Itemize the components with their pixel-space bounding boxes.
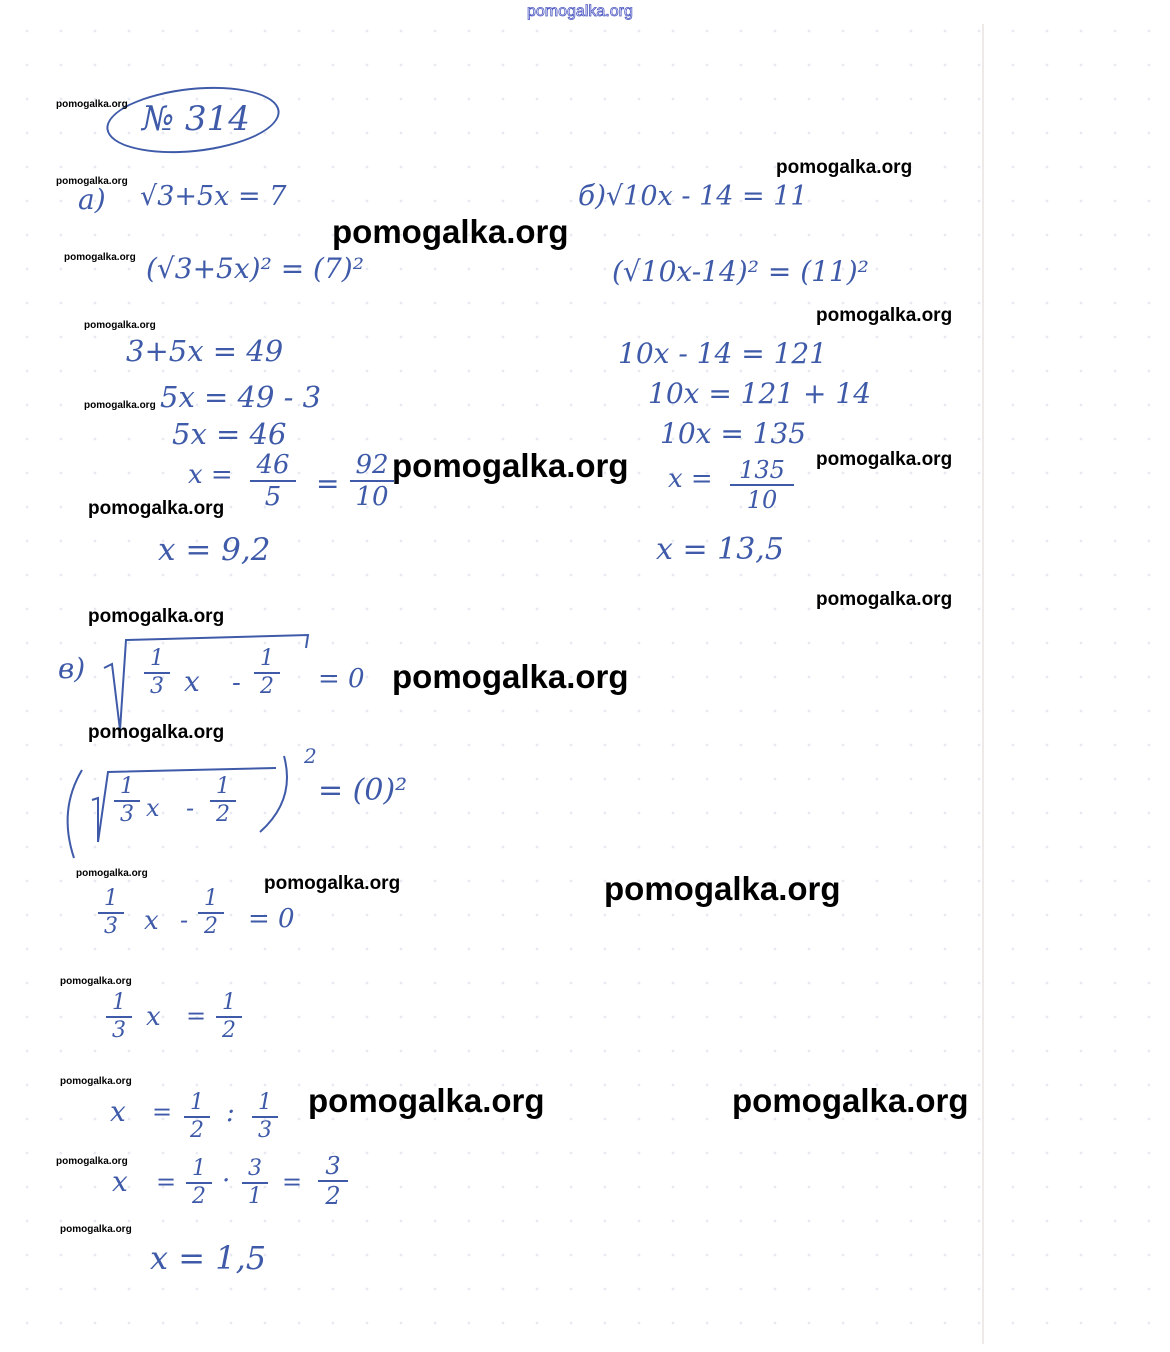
var-x: x: [184, 665, 200, 698]
part-c-result: x = 1,5: [150, 1239, 267, 1277]
fraction-denominator: 2: [190, 1118, 204, 1143]
fraction-numerator: 1: [150, 646, 164, 671]
fraction-denominator: 2: [204, 914, 218, 939]
frac-1-3: [114, 776, 140, 826]
watermark-label: pomogalka.org: [816, 589, 953, 610]
part-b-result: x = 13,5: [656, 532, 784, 567]
part-b-line-3: 10x = 135: [660, 417, 807, 450]
minus-sign: -: [186, 794, 195, 822]
part-a-label: а): [78, 183, 106, 216]
frac-1-3: [252, 1092, 278, 1142]
watermark-label: pomogalka.org: [332, 213, 569, 250]
part-a-line-1: 3+5x = 49: [126, 334, 284, 368]
part-b-label: б): [578, 179, 607, 212]
part-c-label: в): [58, 652, 86, 685]
fraction-numerator: 1: [104, 886, 118, 911]
fraction-denominator: 3: [104, 914, 118, 939]
part-a-line-2: 5x = 49 - 3: [160, 380, 322, 414]
watermark-label: pomogalka.org: [60, 976, 132, 987]
part-c-eq-rhs: = 0: [318, 664, 365, 694]
site-watermark-top[interactable]: pomogalka.org: [527, 3, 633, 20]
fraction-denominator: 2: [325, 1182, 341, 1210]
fraction-denominator: 5: [264, 482, 282, 512]
watermark-label: pomogalka.org: [60, 1076, 132, 1087]
watermark-label: pomogalka.org: [64, 252, 136, 263]
frac-1-2: [184, 1092, 210, 1142]
equals-sign: =: [152, 1098, 173, 1126]
watermark-label: pomogalka.org: [308, 1082, 545, 1119]
part-a-equation: √3+5x = 7: [140, 181, 287, 212]
fraction-numerator: 92: [355, 450, 389, 480]
part-a-line-3: 5x = 46: [172, 417, 287, 451]
watermark-label: pomogalka.org: [84, 400, 156, 411]
fraction-numerator: 1: [204, 886, 218, 911]
watermark-label: pomogalka.org: [392, 658, 629, 695]
watermark-label: pomogalka.org: [84, 320, 156, 331]
watermark-label: pomogalka.org: [88, 722, 225, 743]
fraction-denominator: 3: [112, 1018, 126, 1043]
fraction-denominator: 3: [150, 674, 164, 699]
var-x: x: [112, 1165, 128, 1198]
frac-3-2: [318, 1154, 348, 1208]
watermark-label: pomogalka.org: [76, 868, 148, 879]
watermark-label: pomogalka.org: [56, 1156, 128, 1167]
fraction-denominator: 2: [216, 802, 230, 827]
fraction-denominator: 1: [248, 1184, 262, 1209]
frac-1-3: [144, 648, 170, 698]
frac-1-2: [216, 992, 242, 1042]
fraction-numerator: 1: [216, 774, 230, 799]
part-b-line-4-lhs: x =: [668, 464, 713, 494]
equals-sign: =: [156, 1168, 177, 1196]
watermark-label: pomogalka.org: [816, 305, 953, 326]
fraction-numerator: 46: [256, 450, 290, 480]
frac-1-2: [254, 648, 280, 698]
fraction-denominator: 2: [192, 1184, 206, 1209]
var-x: x: [144, 906, 159, 936]
watermark-label: pomogalka.org: [392, 447, 629, 484]
fraction-numerator: 3: [325, 1152, 341, 1180]
frac-1-2: [198, 888, 224, 938]
fraction-denominator: 3: [120, 802, 134, 827]
minus-sign: -: [180, 906, 189, 934]
frac-1-2: [186, 1158, 212, 1208]
part-a-squared: (√3+5x)² = (7)²: [146, 252, 364, 285]
watermark-label: pomogalka.org: [56, 99, 128, 110]
part-c-left-bracket: [68, 770, 82, 858]
fraction-denominator: 10: [746, 486, 778, 514]
watermark-label: pomogalka.org: [604, 870, 841, 907]
part-b-line-2: 10x = 121 + 14: [648, 377, 872, 410]
frac-3-1: [242, 1158, 268, 1208]
fraction-numerator: 1: [192, 1156, 206, 1181]
part-b-equation: √10x - 14 = 11: [606, 181, 808, 212]
fraction-numerator: 1: [120, 774, 134, 799]
fraction-denominator: 3: [258, 1118, 272, 1143]
part-a-line-4-lhs: x =: [188, 460, 233, 490]
part-b-squared: (√10x-14)² = (11)²: [612, 255, 869, 288]
watermark-label: pomogalka.org: [732, 1082, 969, 1119]
part-c-squared-rhs: = (0)²: [318, 773, 408, 808]
var-x: x: [110, 1095, 126, 1128]
equals-sign: =: [186, 1002, 207, 1030]
frac-1-3: [106, 992, 132, 1042]
fraction-numerator: 1: [222, 990, 236, 1015]
fraction-numerator: 3: [248, 1156, 262, 1181]
problem-number: № 314: [142, 99, 250, 139]
var-x: x: [146, 794, 160, 822]
watermark-label: pomogalka.org: [88, 606, 225, 627]
part-b-line-1: 10x - 14 = 121: [618, 337, 828, 370]
minus-sign: -: [232, 668, 241, 698]
part-a-result: x = 9,2: [158, 532, 271, 568]
part-a-line-4-equals: =: [316, 467, 340, 500]
watermark-label: pomogalka.org: [816, 449, 953, 470]
equals-sign: =: [282, 1168, 303, 1196]
watermark-label: pomogalka.org: [264, 873, 401, 894]
fraction-denominator: 2: [260, 674, 274, 699]
frac-1-2: [210, 776, 236, 826]
fraction-denominator: 2: [222, 1018, 236, 1043]
fraction-numerator: 1: [112, 990, 126, 1015]
watermark-label: pomogalka.org: [776, 157, 913, 178]
fraction-denominator: 10: [355, 482, 389, 512]
var-x: x: [146, 1002, 161, 1032]
multiply-sign: ·: [222, 1166, 231, 1196]
fraction-numerator: 1: [260, 646, 274, 671]
fraction-numerator: 1: [190, 1090, 204, 1115]
watermark-label: pomogalka.org: [88, 498, 225, 519]
fraction-numerator: 135: [739, 456, 785, 484]
frac-1-3: [98, 888, 124, 938]
watermark-label: pomogalka.org: [56, 176, 128, 187]
division-sign: :: [226, 1098, 235, 1128]
eq-zero: = 0: [248, 904, 295, 934]
part-c-squared-exponent: 2: [304, 744, 317, 768]
watermark-label: pomogalka.org: [60, 1224, 132, 1235]
fraction-numerator: 1: [258, 1090, 272, 1115]
